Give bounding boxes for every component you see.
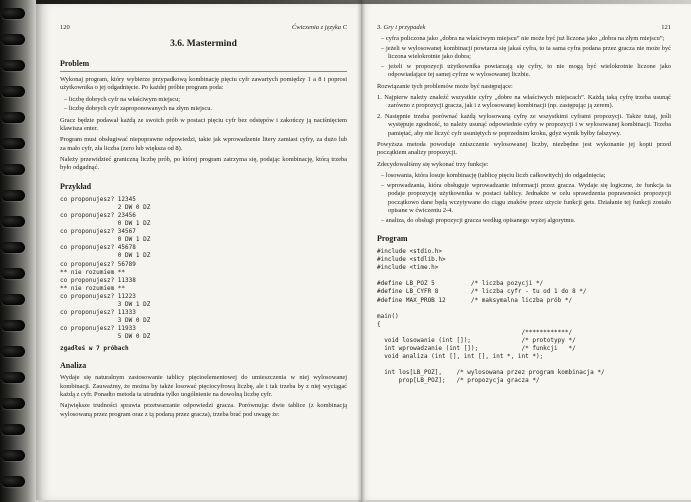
section-heading-example: Przykład	[60, 181, 92, 191]
code-line: #define MAX_PROB 12 /* maksymalna liczba prób */	[377, 296, 573, 304]
example-line: 0 DW 1 DZ	[60, 220, 151, 228]
bullet-item: – liczbę dobrych cyfr na właściwym miejscu;	[64, 95, 181, 103]
code-line: main()	[377, 312, 399, 320]
example-line: ** nie rozumiem **	[60, 284, 126, 292]
code-line	[377, 272, 671, 280]
bullet-list	[377, 35, 671, 80]
coil-ring	[1, 216, 25, 227]
numbered-list	[377, 94, 671, 138]
paragraph: Największe trudności sprawia przetwarzanie odpowiedzi gracza. Porównując dwie tablice (z kombinacją wylosowaną przez program oraz z tą podaną przez gracza), trzeba brać pod uwagę że:	[60, 402, 347, 418]
code-line	[377, 361, 671, 369]
code-line: {	[377, 320, 381, 328]
bullet-item: – cyfra policzona jako „dobra na właściwym miejscu” nie może być już liczona jako „dobra na złym miejscu”;	[381, 35, 665, 42]
coil-ring	[1, 190, 25, 201]
coil-ring	[1, 164, 25, 175]
paragraph: Gracz będzie podawał każdą ze swoich prób w postaci pięciu cyfr bez odstępów i zakończy ją naciśnięciem klawisza enter.	[60, 116, 347, 133]
page-number: 120	[60, 24, 70, 31]
example-line: co proponujesz? 11333	[60, 309, 136, 317]
example-final-line: zgadłeś w 7 próbach	[60, 345, 129, 353]
coil-ring	[1, 34, 25, 45]
code-line: int wprowadzanie (int []); /* funkcji */	[377, 345, 576, 352]
example-line: 2 DW 0 DZ	[60, 203, 151, 211]
left-page	[36, 4, 361, 500]
example-line: 0 DW 1 DZ	[60, 252, 151, 260]
example-line: co proponujesz? 45678	[60, 244, 136, 252]
paragraph: Zdecydowaliśmy się wykonać trzy funkcje:	[377, 160, 489, 168]
page-gutter-shadow	[357, 0, 365, 502]
code-line: void analiza (int [], int [], int *, int *);	[377, 353, 544, 361]
running-title: Ćwiczenia z języka C	[291, 24, 347, 31]
code-listing	[377, 248, 671, 385]
running-title: 3. Gry i przypadek	[377, 24, 426, 31]
coil-ring	[1, 60, 25, 71]
code-line: #define LB_POZ 5 /* liczba pozycji */	[377, 280, 544, 288]
running-head	[377, 24, 671, 31]
page-number: 121	[661, 24, 671, 31]
coil-ring	[1, 138, 25, 149]
code-line: #include <time.h>	[377, 264, 439, 272]
numbered-item: 2. Następnie trzeba porównać każdą wylosowaną cyfrę ze wszystkimi cyframi propozycji. Także tutaj, jeśli występuje zgodność, to należy usunąć odpowiednie cyfry w propozycji i w wylosowanej kombinacji. Trzeba pamiętać, aby nie liczyć cyfr usuniętych w poprzednim kroku, gdyż wynik byłby fałszywy.	[377, 113, 671, 137]
code-line: #define LB_CYFR 8 /* liczba cyfr - tu od 1 do 8 */	[377, 288, 587, 296]
coil-ring	[1, 372, 25, 383]
chapter-title: 3.6. Mastermind	[170, 39, 237, 49]
bullet-item: – wprowadzania, która obsługuje wprowadzanie informacji przez gracza. Wydaje się logiczne, że funkcja ta podaje propozycję użytkownika w postaci tablicy. Jednakże w celu sprawdzenia poprawności propozycji początkowo dane będą wczytywane do ciągu znaków przez użycie funkcji gets. Działanie tej funkcji zostało opisane w ćwiczeniu 2-4.	[381, 181, 671, 214]
code-line: void losowanie (int []); /* prototypy */	[377, 336, 576, 344]
bullet-list	[60, 96, 347, 114]
example-line: co proponujesz? 11933	[60, 325, 136, 333]
code-line: /************/	[377, 328, 573, 336]
coil-ring	[1, 112, 25, 123]
code-line: #include <stdlib.h>	[377, 256, 446, 264]
example-output	[60, 196, 347, 342]
bullet-item: – jeżeli w wylosowanej kombinacji powtarza się jakaś cyfra, to ta sama cyfra podana przez gracza nie może być liczona wielokrotnie jako dobra;	[381, 44, 671, 61]
example-line: ** nie rozumiem **	[60, 268, 126, 276]
spiral-binding	[0, 0, 36, 502]
coil-ring	[1, 242, 25, 253]
right-page	[361, 4, 691, 500]
example-line: 5 DW 0 DZ	[60, 333, 151, 341]
coil-ring	[1, 346, 25, 357]
coil-ring	[1, 86, 25, 97]
code-line: int los[LB_POZ], /* wylosowana przez program kombinacja */	[377, 369, 605, 377]
example-line: co proponujesz? 23456	[60, 211, 136, 219]
coil-ring	[1, 424, 25, 435]
example-line: co proponujesz? 12345	[60, 195, 136, 203]
example-line: 3 DW 1 DZ	[60, 301, 151, 308]
example-line: 0 DW 1 DZ	[60, 236, 151, 244]
bullet-item: – liczbę dobrych cyfr zaproponowanych na złym miejscu.	[64, 105, 212, 113]
coil-ring	[1, 398, 25, 409]
running-head	[60, 24, 347, 31]
paragraph: Program musi obsługiwać niepoprawne odpowiedzi, takie jak wprowadzenie litery zamiast cyfry, za dużo lub za mało cyfr, zła liczba (zero lub większa od 8).	[60, 136, 347, 152]
coil-ring	[1, 450, 25, 461]
coil-ring	[1, 294, 25, 305]
section-heading-analysis: Analiza	[60, 361, 87, 371]
example-line: co proponujesz? 56789	[60, 260, 136, 268]
paragraph: Powyższa metoda powoduje zniszczenie wylosowanej liczby, niezbędne jest wykonanie jej kopii przed początkiem analizy propozycji.	[377, 141, 671, 157]
section-heading-program: Program	[377, 234, 408, 244]
paragraph: Wykonaj program, który wybierze przypadkową kombinację pięciu cyfr zawartych pomiędzy 1 a 8 i poprosi użytkownika o jej odgadnięcie. Po każdej próbie program poda:	[60, 76, 347, 92]
bullet-item: – jeżeli w propozycji użytkownika powtarzają się cyfry, to nie mogą być wielokrotnie liczone jako odpowiadające tej samej cyfrze w wylosowanej liczbie.	[381, 62, 671, 79]
example-line: co proponujesz? 11223	[60, 292, 136, 300]
coil-ring	[1, 8, 25, 19]
numbered-item: 1. Najpierw należy znaleźć wszystkie cyfry „dobre na właściwych miejscach”. Każdą taką cyfrę trzeba usunąć zarówno z propozycji gracza, jak i z wylosowanej kombinacji (np. zastępując ją zerem).	[377, 93, 671, 110]
coil-ring	[1, 320, 25, 331]
code-line: #include <stdio.h>	[377, 248, 443, 256]
coil-ring	[1, 268, 25, 279]
bullet-item: – analiza, do obsługi propozycji gracza według opisanego wyżej algorytmu.	[381, 216, 576, 224]
paragraph: Wydaje się naturalnym zastosowanie tablicy pięcioelementowej do umieszczenia w niej wylosowanej kombinacji. Zauważmy, że można by także losować pięciocyfrową liczbę, ale i tak trzeba by z niej wyciągać każdą z cyfr. Ponadto metoda ta utrudnia tylko uogólnienie na dowolną liczbę cyfr.	[60, 374, 347, 399]
example-line: 3 DW 0 DZ	[60, 317, 151, 325]
paragraph: Należy przewidzieć graniczną liczbę prób, po której program zatrzyma się, podając kombinację, którą trzeba było odgadnąć.	[60, 156, 347, 172]
example-line: co proponujesz? 11338	[60, 276, 136, 284]
bullet-list-functions	[377, 172, 671, 225]
bullet-item: – losowania, która losuje kombinację (tablicę pięciu liczb całkowitych) do odgadnięcia;	[381, 172, 606, 180]
code-line: prop[LB_POZ]; /* propozycja gracza */	[377, 377, 540, 385]
paragraph: Rozwiązanie tych problemów może być następujące:	[377, 82, 513, 90]
coil-ring	[1, 476, 25, 487]
example-line: co proponujesz? 34567	[60, 228, 136, 236]
section-heading-problem: Problem	[60, 59, 347, 72]
code-line	[377, 305, 671, 313]
